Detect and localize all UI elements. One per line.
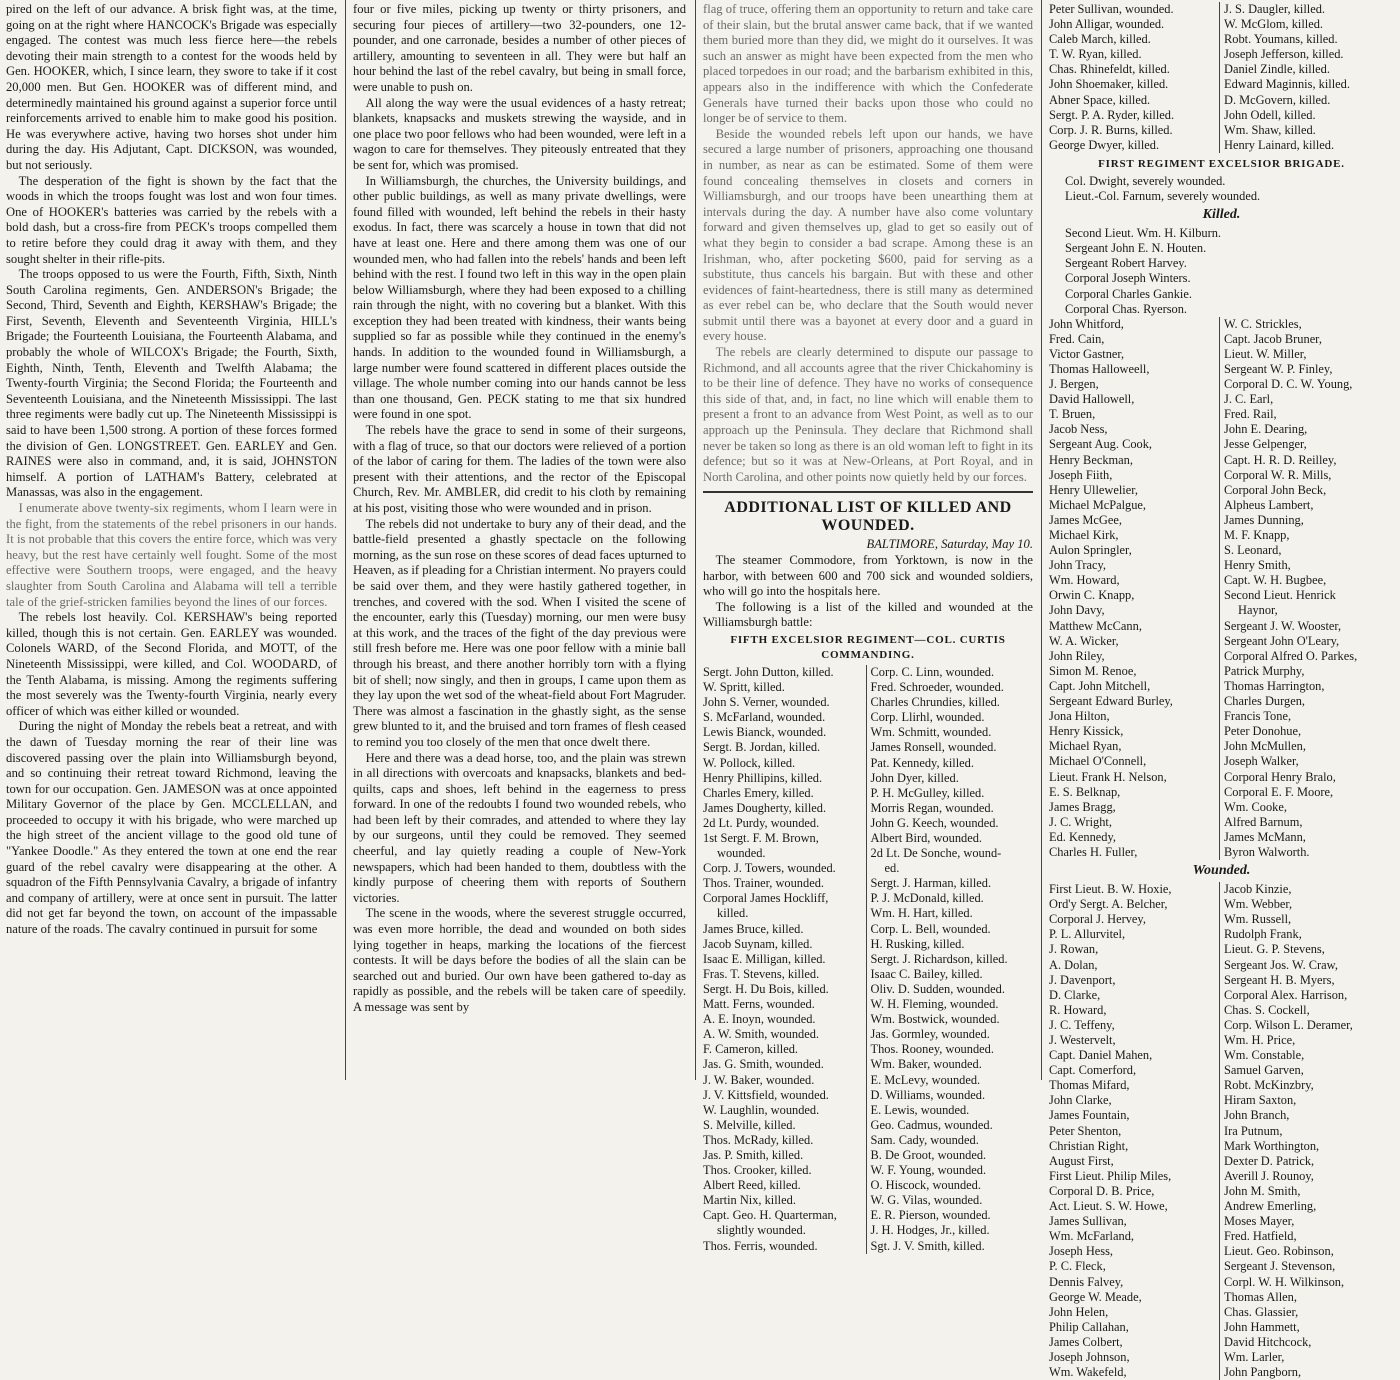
casualty-entry: George W. Meade, — [1049, 1289, 1142, 1304]
casualty-entry: Corp. C. Linn, wounded. — [870, 664, 995, 679]
casualty-entry: Joseph Walker, — [1224, 754, 1299, 769]
casualty-entry: J. C. Wright, — [1049, 814, 1112, 829]
casualty-entry: A. E. Inoyn, wounded. — [703, 1012, 816, 1027]
casualty-entry: 2d Lt. Purdy, wounded. — [703, 815, 820, 830]
casualty-entry: Fred. Hatfield, — [1224, 1229, 1297, 1244]
casualty-entry: Michael Ryan, — [1049, 739, 1122, 754]
casualty-entry: Act. Lieut. S. W. Howe, — [1049, 1199, 1168, 1214]
casualty-entry: Lieut. W. Miller, — [1224, 346, 1307, 361]
casualty-entry: Abner Space, killed. — [1049, 92, 1151, 107]
casualty-entry: Joseph Johnson, — [1049, 1349, 1130, 1364]
casualty-entry: James Ronsell, wounded. — [870, 740, 997, 755]
article-paragraph: The rebels have the grace to send in some of their surgeons, with a flag of truce, so that our doctors were relieved of a portion of the labor of caring for them. The ladies of the town were also present with their attentions, and the rector of the Episcopal Church, Rev. Mr. AMBLER, did credit to his cloth by remaining at his post, visiting those who were wounded and in prison. — [353, 423, 686, 515]
casualty-entry: Second Lieut. Wm. H. Kilburn. — [1065, 226, 1222, 241]
casualty-entry: Capt. John Mitchell, — [1049, 678, 1151, 693]
article-paragraph: I enumerate above twenty-six regiments, whom I learn were in the fight, from the statements of the rebel prisoners in our hands. It is not probable that this covers the entire force, which was very heavy, but the rest have certainly well fought. Some of the most effective were Southern troops, were engaged, and the heavy slaughter from South Carolina and Alabama will tell a terrible tale of the grief-stricken families beyond the lines of our forces. — [6, 501, 337, 609]
casualty-entry: J. C. Teffeny, — [1049, 1017, 1115, 1032]
casualty-entry: E. McLevy, wounded. — [870, 1072, 981, 1087]
casualty-entry: Michael McPalgue, — [1049, 497, 1147, 512]
casualty-entry: John Clarke, — [1049, 1093, 1112, 1108]
casualty-entry: Capt. Jacob Bruner, — [1224, 331, 1322, 346]
casualty-entry: Corp. Llirhl, wounded. — [870, 710, 985, 725]
casualty-entry: David Hitchcock, — [1224, 1334, 1312, 1349]
dateline: BALTIMORE, Saturday, May 10. — [866, 537, 1033, 552]
casualty-entry: Corporal J. Hervey, — [1049, 912, 1146, 927]
casualty-entry: Albert Reed, killed. — [703, 1178, 801, 1193]
casualty-entry: S. Leonard, — [1224, 543, 1282, 558]
casualty-list-left — [703, 665, 866, 1254]
casualty-entry: P. J. McDonald, killed. — [870, 891, 984, 906]
casualty-entry: Corp. J. Towers, wounded. — [703, 861, 836, 876]
casualty-entry: Ed. Kennedy, — [1049, 829, 1116, 844]
casualty-entry: Thomas Harrington, — [1224, 678, 1325, 693]
casualty-entry: Sergt. John Dutton, killed. — [703, 664, 834, 679]
casualty-entry: Wm. Larler, — [1224, 1349, 1285, 1364]
list-heading: ADDITIONAL LIST OF KILLED AND WOUNDED. — [724, 499, 1012, 535]
casualty-entry: wounded. — [717, 846, 766, 861]
casualty-entry: Chas. Glassier, — [1224, 1304, 1299, 1319]
casualty-entry: James Colbert, — [1049, 1334, 1123, 1349]
casualty-entry: D. Williams, wounded. — [870, 1087, 986, 1102]
casualty-entry: A. W. Smith, wounded. — [703, 1027, 819, 1042]
casualty-entry: Pat. Kennedy, killed. — [870, 755, 974, 770]
casualty-entry: Philip Callahan, — [1049, 1319, 1129, 1334]
casualty-entry: A. Dolan, — [1049, 957, 1098, 972]
column-rule — [695, 0, 696, 1080]
casualty-entry: P. L. Allurvitel, — [1049, 927, 1126, 942]
article-paragraph: Here and there was a dead horse, too, and the plain was strewn in all directions with overcoats and knapsacks, blankets and bed-quilts, caps and shoes, left behind in the eagerness to press forward. In one of the redoubts I found two wounded rebels, who had been left by their comrades, and attended to where they lay by our surgeons, until they could be removed. They seemed cheerful, and lay quietly reading a couple of New-York newspapers, which had been handed to them, doubtless with the kindly purpose of cheering them with reports of Southern victories. — [353, 750, 686, 905]
casualty-entry: Ord'y Sergt. A. Belcher, — [1049, 897, 1168, 912]
casualty-entry: Sergeant John O'Leary, — [1224, 633, 1340, 648]
casualty-entry: Jas. G. Smith, wounded. — [703, 1057, 824, 1072]
article-paragraph: The troops opposed to us were the Fourth, Fifth, Sixth, Ninth South Carolina regiments, Gen. ANDERSON's Brigade; the Second, Third, Seventh and Eighth, KERSHAW's Brigade; the First, Seventh, Eleventh and Seventeenth Virginia, HILL's Brigade; the Fourteenth Louisiana, the Fourteenth Alabama, and probably the whole of WILCOX's Brigade; the Fourth, Sixth, Eighth, Ninth, Tenth, Eleventh and Twelfth Alabama; the Twenty-fourth Virginia; the Second Florida; the Fourteenth and Seventeenth Louisiana, and the Nineteenth Mississippi. The last three regiments were badly cut up. The Nineteenth Mississippi is said to have been 1,500 strong. A portion of these forces formed the division of Gen. LONGSTREET. Gen. EARLEY and Gen. RAINES were also in command, and, it is said, JOHNSTON himself. A portion of LATHAM's Battery, celebrated at Manassas, was also in the engagement. — [6, 267, 337, 500]
casualty-entry: Daniel Zindle, killed. — [1224, 62, 1330, 77]
casualty-entry: Corporal Henry Bralo, — [1224, 769, 1336, 784]
casualty-entry: Capt. Daniel Mahen, — [1049, 1048, 1153, 1063]
casualty-entry: Sam. Cady, wounded. — [870, 1132, 979, 1147]
casualty-entry: Joseph Hess, — [1049, 1244, 1114, 1259]
casualty-entry: J. S. Daugler, killed. — [1224, 2, 1326, 16]
killed-officers — [1049, 226, 1394, 317]
casualty-entry: John Shoemaker, killed. — [1049, 77, 1169, 92]
casualty-entry: J. Rowan, — [1049, 942, 1099, 957]
casualty-entry: Wm. Russell, — [1224, 912, 1292, 927]
casualty-entry: George Dwyer, killed. — [1049, 137, 1160, 152]
casualty-entry: Dexter D. Patrick, — [1224, 1153, 1315, 1168]
casualty-entry: 1st Sergt. F. M. Brown, — [703, 831, 819, 845]
casualty-list-left — [1049, 2, 1219, 153]
casualty-entry: Sergeant John E. N. Houten. — [1065, 241, 1207, 256]
casualty-entry: Joseph Jefferson, killed. — [1224, 47, 1344, 62]
casualty-entry: Thomas Allen, — [1224, 1289, 1297, 1304]
casualty-entry: Corporal Alex. Harrison, — [1224, 987, 1348, 1002]
casualty-entry: Lieut. Geo. Robinson, — [1224, 1244, 1334, 1259]
casualty-entry: Sergeant H. B. Myers, — [1224, 972, 1335, 987]
casualty-entry: Wm. H. Hart, killed. — [870, 906, 973, 921]
casualty-entry: Byron Walworth. — [1224, 844, 1310, 859]
casualty-entry: Sgt. J. V. Smith, killed. — [870, 1238, 985, 1253]
casualty-entry: W. A. Wicker, — [1049, 633, 1119, 648]
casualty-entry: Sergt. P. A. Ryder, killed. — [1049, 107, 1175, 122]
casualty-entry: John Davy, — [1049, 603, 1105, 618]
casualty-entry: Thos. Crooker, killed. — [703, 1163, 812, 1178]
casualty-entry: Sergt. B. Jordan, killed. — [703, 740, 821, 755]
casualty-entry: John McMullen, — [1224, 739, 1306, 754]
casualty-entry: Corporal Charles Gankie. — [1065, 286, 1192, 301]
casualty-entry: W. Pollock, killed. — [703, 755, 796, 770]
casualty-entry: Chas. S. Cockell, — [1224, 1002, 1310, 1017]
casualty-entry: Oliv. D. Sudden, wounded. — [870, 981, 1005, 996]
casualty-entry: John Riley, — [1049, 648, 1105, 663]
casualty-entry: P. C. Fleck, — [1049, 1259, 1106, 1274]
casualty-list-right — [1219, 2, 1394, 153]
casualty-entry: Lieut. G. P. Stevens, — [1224, 942, 1325, 957]
casualty-entry: Fred. Rail, — [1224, 407, 1277, 422]
casualty-entry: Hiram Saxton, — [1224, 1093, 1297, 1108]
casualty-entry: Sergeant Jos. W. Craw, — [1224, 957, 1338, 972]
casualty-entry: John E. Dearing, — [1224, 422, 1308, 437]
casualty-entry: Robt. McKinzbry, — [1224, 1078, 1314, 1093]
casualty-entry: Andrew Emerling, — [1224, 1199, 1317, 1214]
casualty-entry: Martin Nix, killed. — [703, 1193, 796, 1208]
officer-entry: Lieut.-Col. Farnum, severely wounded. — [1065, 189, 1261, 204]
casualty-entry: W. F. Young, wounded. — [870, 1163, 987, 1178]
casualty-entry: Wm. McFarland, — [1049, 1229, 1134, 1244]
casualty-entry: James Fountain, — [1049, 1108, 1130, 1123]
casualty-entry: Christian Right, — [1049, 1138, 1129, 1153]
casualty-entry: Charles H. Fuller, — [1049, 844, 1138, 859]
casualty-entry: Sergeant Edward Burley, — [1049, 694, 1173, 709]
casualty-entry: W. C. Strickles, — [1224, 316, 1302, 331]
casualty-entry: Fras. T. Stevens, killed. — [703, 966, 820, 981]
casualty-entry: B. De Groot, wounded. — [870, 1147, 987, 1162]
casualty-entry: Sergeant J. W. Wooster, — [1224, 618, 1342, 633]
casualty-entry: Wm. Schmitt, wounded. — [870, 725, 992, 740]
casualty-entry: Joseph Fiith, — [1049, 467, 1113, 482]
casualty-entry: Sergt. J. Harman, killed. — [870, 876, 992, 891]
casualty-entry: Jacob Kinzie, — [1224, 882, 1292, 897]
casualty-entry: Alpheus Lambert, — [1224, 497, 1314, 512]
casualty-entry: Fred. Cain, — [1049, 331, 1105, 346]
article-paragraph: Beside the wounded rebels left upon our hands, we have secured a large number of prisoners, approaching one thousand in number, as near as can be estimated. Some of them were found concealing themselves in closets and corners in Williamsburgh, and our troops have been unearthing them at intervals during the day. A number have also come voluntary forward and given themselves up, glad to get so easily out of what they begin to consider a bad scrape. Among these is an Irishman, who, after pocketing $600, paid for serving as a substitute, thus cancels his bargain. But with these and other evidences of faint-heartedness, there is still many as determined as ever rebel can be, who declare that the South would never submit until there was a bayonet at every door and a guard in every house. — [703, 126, 1033, 344]
casualty-entry: Averill J. Rounoy, — [1224, 1168, 1314, 1183]
article-paragraph: four or five miles, picking up twenty or thirty prisoners, and securing four pieces of artillery—two 32-pounders, one 12-pounder, and one carronade, besides a number of other pieces of artillery, amounting to seventeen in all. They were but half an hour behind the last of the rebel cavalry, but being in small force, were unable to push on. — [353, 2, 686, 94]
casualty-entry: M. F. Knapp, — [1224, 528, 1290, 542]
casualty-entry: O. Hiscock, wounded. — [870, 1178, 981, 1193]
casualty-entry: Sergeant Aug. Cook, — [1049, 437, 1153, 452]
section-divider — [703, 491, 1033, 493]
casualty-entry: John G. Keech, wounded. — [870, 815, 999, 830]
casualty-entry: W. McGlom, killed. — [1224, 17, 1324, 32]
casualty-entry: Thomas Halloweell, — [1049, 361, 1150, 376]
casualty-list — [703, 665, 1033, 1254]
list-intro: The steamer Commodore, from Yorktown, is now in the harbor, with between 600 and 700 sick and wounded soldiers, who will go into the hospitals here. — [703, 553, 1033, 599]
casualty-entry: Chas. Rhinefeldt, killed. — [1049, 62, 1170, 77]
article-paragraph: During the night of Monday the rebels beat a retreat, and with the dawn of Tuesday morning the rear of their line was discovered passing over the plain into Williamsburgh beyond, and so continuing their retreat toward Richmond, leaving the town for our occupation. Gen. JAMESON was at once appointed Military Governor of the place by Gen. MCCLELLAN, and proceeded to occupy it with his brigade, who were marched up the high street of the ancient village to the good old tune of "Yankee Doodle." As they entered the town at one end the rear guard of the rebel cavalry were disappearing at the other. A squadron of the Fifth Pennsylvania Cavalry, a brigade of infantry and company of artillery, were at once sent in pursuit. The latter did not get far beyond the town, on account of the impassable nature of the roads. The cavalry continued in pursuit for some — [6, 719, 337, 937]
casualty-entry: James McGee, — [1049, 512, 1122, 527]
article-paragraph: The scene in the woods, where the severest struggle occurred, was even more horrible, the dead and wounded on both sides lying together in heaps, marking the locations of the fiercest contests. It will be days before the bodies of all the slain can be searched out and buried. Our own have been gathered to-day as rapidly as possible, and the rebels will be taken care of speedily. A message was sent by — [353, 906, 686, 1014]
casualty-entry: Peter Donohue, — [1224, 724, 1302, 739]
casualty-entry: S. McFarland, wounded. — [703, 710, 826, 725]
article-paragraph: The rebels did not undertake to bury any of their dead, and the battle-field presented a ghastly spectacle on the following morning, as the sun rose on these scores of dead faces upturned to Heaven, as if pleading for a Christian interment. No prayers could be said over them, and they were hastily gathered together, in trenches, and covered with the sod. When I visited the scene of the encounter, early this (Tuesday) morning, our men were busy at this work, and the traces of the fight of the day previous were still fresh before me. Here was one poor fellow with a minie ball through his breast, and there another horribly torn with a flying bit of shell; now singly, and then in groups, I came upon them as they lay upon the wet sod of the wheat-field about Fort Magruder. There was almost a fascination in the ghastly sight, as the sense grew blunted to it, and the bruised and torn frames of flesh ceased to remind you too closely of the men that once dwelt there. — [353, 516, 686, 749]
casualty-entry: Jacob Ness, — [1049, 422, 1108, 437]
officer-entry: Col. Dwight, severely wounded. — [1065, 173, 1226, 188]
casualty-entry: Corpl. W. H. Wilkinson, — [1224, 1274, 1345, 1289]
casualty-entry: Sergeant Robert Harvey. — [1065, 256, 1187, 271]
casualty-entry: E. R. Pierson, wounded. — [870, 1208, 991, 1223]
casualty-entry: Wm. Constable, — [1224, 1048, 1305, 1063]
casualty-entry: John Alligar, wounded. — [1049, 17, 1165, 32]
casualty-entry: Wm. Wakefeld, — [1049, 1365, 1127, 1380]
casualty-entry: Thos. Rooney, wounded. — [870, 1042, 994, 1057]
casualty-entry: Charles Emery, killed. — [703, 785, 814, 800]
casualty-entry: Wm. Webber, — [1224, 897, 1293, 912]
casualty-entry: James Bragg, — [1049, 799, 1116, 814]
casualty-entry: D. Clarke, — [1049, 987, 1101, 1002]
casualty-entry: Thos. McRady, killed. — [703, 1132, 814, 1147]
casualty-entry: Michael Kirk, — [1049, 528, 1119, 542]
casualty-entry: Matthew McCann, — [1049, 618, 1142, 633]
casualty-entry: Henry Beckman, — [1049, 452, 1133, 467]
casualty-entry: Wm. Howard, — [1049, 573, 1120, 588]
casualty-entry: Haynor, — [1238, 603, 1278, 618]
casualty-entry: John Tracy, — [1049, 558, 1107, 573]
casualty-entry: S. Melville, killed. — [703, 1117, 796, 1132]
casualty-list-right — [1219, 882, 1394, 1380]
killed-label: Killed. — [1202, 207, 1241, 223]
casualty-entry: Charles Chrundies, killed. — [870, 695, 1000, 710]
casualty-entry: W. H. Fleming, wounded. — [870, 997, 999, 1012]
casualty-entry: Henry Ullewelier, — [1049, 482, 1138, 497]
article-paragraph: In Williamsburgh, the churches, the University buildings, and other public buildings, as well as many private dwellings, were found filled with wounded, left behind the rebels in their hasty exodus. In fact, there was scarcely a house in town that did not have at least one. Here and there among them was one of our wounded men, who had fallen into the rebels' hands and been left behind with the rest. I found two left in this way in the open plain below Williamsburgh, where they had been exposed to a chilling rain through the night, with no covering but a blanket. With this exception they had been treated with kindness, their wants being supplied so far as possible while they continued in the enemy's hands. In addition to the wounded found in Williamsburgh, a large number were found scattered in different places outside the village. The whole number coming into our hands cannot be less than one thousand, Gen. PECK stating to me that six hundred were found in one spot. — [353, 173, 686, 422]
casualty-entry: Corporal James Hockliff, — [703, 891, 829, 906]
casualty-list-left — [1049, 317, 1219, 860]
casualty-entry: Isaac E. Milligan, killed. — [703, 951, 826, 966]
casualty-entry: J. H. Hodges, Jr., killed. — [870, 1223, 990, 1238]
casualty-entry: James Dougherty, killed. — [703, 800, 827, 815]
casualty-entry: slightly wounded. — [717, 1223, 806, 1238]
casualty-entry: Fred. Schroeder, wounded. — [870, 680, 1004, 695]
casualty-entry: Charles Durgen, — [1224, 694, 1305, 709]
casualty-list-left — [1049, 882, 1219, 1380]
casualty-entry: Jesse Gelpenger, — [1224, 437, 1307, 452]
casualty-entry: John Pangborn, — [1224, 1365, 1302, 1380]
casualty-entry: Thos. Trainer, wounded. — [703, 876, 824, 891]
casualty-entry: T. Bruen, — [1049, 407, 1096, 422]
casualty-entry: John Branch, — [1224, 1108, 1290, 1123]
casualty-entry: Victor Gastner, — [1049, 346, 1125, 361]
casualty-entry: J. C. Earl, — [1224, 392, 1274, 407]
casualty-entry: Lewis Bianck, wounded. — [703, 725, 827, 740]
casualty-entry: T. W. Ryan, killed. — [1049, 47, 1142, 62]
list-intro: The following is a list of the killed and wounded at the Williamsburgh battle: — [703, 599, 1033, 630]
casualty-entry: David Hallowell, — [1049, 392, 1135, 407]
casualty-entry: J. Davenport, — [1049, 972, 1116, 987]
casualty-entry: Dennis Falvey, — [1049, 1274, 1124, 1289]
column-1 — [0, 0, 343, 1080]
casualty-entry: Henry Smith, — [1224, 558, 1291, 573]
wounded-label: Wounded. — [1192, 863, 1251, 879]
casualty-entry: Geo. Cadmus, wounded. — [870, 1117, 993, 1132]
casualty-entry: Thomas Mifard, — [1049, 1078, 1130, 1093]
article-paragraph: The rebels are clearly determined to dispute our passage to Richmond, and all accounts agree that the river Chickahominy is to be their line of defence. They have no works of consequence this side of that, and, in fact, no line which will enable them to present a front to an advance from West Point, as well as to our approach up the Peninsula. They declare that Richmond shall never be taken so long as there is an old woman left to fight in its defence; but so it was at New-Orleans, at Port Royal, and in North Carolina, and other points now quietly held by our forces. — [703, 345, 1033, 484]
casualty-entry: James Sullivan, — [1049, 1214, 1127, 1229]
casualty-entry: Isaac C. Bailey, killed. — [870, 966, 983, 981]
casualty-entry: W. G. Vilas, wounded. — [870, 1193, 983, 1208]
casualty-entry: Henry Lainard, killed. — [1224, 137, 1335, 152]
casualty-entry: Morris Regan, wounded. — [870, 800, 994, 815]
casualty-entry: Lieut. Frank H. Nelson, — [1049, 769, 1167, 784]
column-4 — [1043, 0, 1400, 1380]
casualty-entry: Corp. J. R. Burns, killed. — [1049, 122, 1173, 137]
casualty-entry: Moses Mayer, — [1224, 1214, 1295, 1229]
casualty-entry: F. Cameron, killed. — [703, 1042, 799, 1057]
casualty-entry: John Hammett, — [1224, 1319, 1300, 1334]
casualty-entry: Jacob Suynam, killed. — [703, 936, 813, 951]
casualty-entry: John Helen, — [1049, 1304, 1109, 1319]
casualty-entry: Capt. W. H. Bugbee, — [1224, 573, 1327, 588]
casualty-entry: John Dyer, killed. — [870, 770, 959, 785]
casualty-entry: E. S. Belknap, — [1049, 784, 1121, 799]
casualty-entry: Patrick Murphy, — [1224, 663, 1305, 678]
casualty-entry: James Dunning, — [1224, 512, 1304, 527]
casualty-entry: Sergeant W. P. Finley, — [1224, 361, 1333, 376]
casualty-entry: Michael O'Connell, — [1049, 754, 1147, 769]
casualty-entry: James McMann, — [1224, 829, 1306, 844]
casualty-entry: Jas. Gormley, wounded. — [870, 1027, 990, 1042]
casualty-entry: Wm. H. Price, — [1224, 1033, 1296, 1047]
casualty-entry: Corporal D. C. W. Young, — [1224, 377, 1353, 392]
article-paragraph: All along the way were the usual evidences of a hasty retreat; blankets, knapsacks and muskets strewing the wayside, and in one place two poor fellows who had been wounded, were left in a wagon to care for themselves. They piteously entreated that they be sent for, which was promised. — [353, 95, 686, 172]
casualty-entry: 2d Lt. De Sonche, wound- — [870, 846, 1002, 861]
casualty-entry: Peter Sullivan, wounded. — [1049, 2, 1174, 16]
casualty-entry: Corporal Joseph Winters. — [1065, 271, 1191, 286]
casualty-entry: Corporal Chas. Ryerson. — [1065, 301, 1188, 316]
casualty-entry: Corp. L. Bell, wounded. — [870, 921, 991, 936]
casualty-entry: Edward Maginnis, killed. — [1224, 77, 1350, 92]
casualty-entry: J. W. Baker, wounded. — [703, 1072, 815, 1087]
casualty-entry: Corporal D. B. Price, — [1049, 1183, 1155, 1198]
casualty-entry: Thos. Ferris, wounded. — [703, 1238, 818, 1253]
casualty-entry: Wm. Baker, wounded. — [870, 1057, 982, 1072]
casualty-entry: Henry Kissick, — [1049, 724, 1124, 739]
casualty-entry: John M. Smith, — [1224, 1183, 1301, 1198]
regiment-heading: FIFTH EXCELSIOR REGIMENT—COL. CURTIS COMMANDING. — [730, 633, 1006, 661]
article-paragraph: flag of truce, offering them an opportunity to return and take care of their slain, but the brutal answer came back, that if we wanted them buried more than they did, we might do it ourselves. It was such an answer as might have been expected from the men who placed torpedoes in our road; and the barbarism exhibited in this, appears also in the indifference with which the Confederate Generals have turned their backs upon those who could no longer be of service to them. — [703, 2, 1033, 126]
casualty-entry: J. Westervelt, — [1049, 1033, 1116, 1047]
casualty-entry: John S. Verner, wounded. — [703, 695, 830, 710]
casualty-entry: Sergt. J. Richardson, killed. — [870, 951, 1008, 966]
casualty-entry: Albert Bird, wounded. — [870, 831, 982, 845]
casualty-entry: Matt. Ferns, wounded. — [703, 997, 815, 1012]
column-3 — [697, 0, 1039, 1253]
casualty-entry: Capt. Comerford, — [1049, 1063, 1137, 1078]
casualty-entry: W. Laughlin, wounded. — [703, 1102, 820, 1117]
casualty-entry: Wm. Bostwick, wounded. — [870, 1012, 1000, 1027]
casualty-entry: Corporal W. R. Mills, — [1224, 467, 1332, 482]
casualty-entry: Robt. Youmans, killed. — [1224, 32, 1338, 47]
casualty-entry: Jas. P. Smith, killed. — [703, 1147, 804, 1162]
casualty-entry: Wm. Cooke, — [1224, 799, 1287, 814]
casualty-entry: Corporal E. F. Moore, — [1224, 784, 1334, 799]
casualty-entry: Rudolph Frank, — [1224, 927, 1302, 942]
casualty-entry: Peter Shenton, — [1049, 1123, 1122, 1138]
casualty-entry: Sergt. H. Du Bois, killed. — [703, 981, 829, 996]
casualty-entry: First Lieut. Philip Miles, — [1049, 1168, 1172, 1183]
column-2 — [347, 0, 692, 1080]
casualty-entry: Wm. Shaw, killed. — [1224, 122, 1316, 137]
brigade-heading: FIRST REGIMENT EXCELSIOR BRIGADE. — [1098, 157, 1345, 170]
casualty-list — [1049, 2, 1394, 153]
casualty-entry: Jona Hilton, — [1049, 709, 1110, 724]
casualty-entry: August First, — [1049, 1153, 1114, 1168]
casualty-entry: P. H. McGulley, killed. — [870, 785, 985, 800]
casualty-entry: Mark Worthington, — [1224, 1138, 1320, 1153]
casualty-entry: Capt. H. R. D. Reilley, — [1224, 452, 1337, 467]
casualty-entry: James Bruce, killed. — [703, 921, 804, 936]
column-rule — [1041, 0, 1042, 1080]
casualty-entry: H. Rusking, killed. — [870, 936, 965, 951]
casualty-entry: J. V. Kittsfield, wounded. — [703, 1087, 829, 1102]
casualty-entry: Caleb March, killed. — [1049, 32, 1151, 47]
casualty-entry: Francis Tone, — [1224, 709, 1292, 724]
casualty-entry: Ira Putnum, — [1224, 1123, 1283, 1138]
casualty-entry: Sergeant J. Stevenson, — [1224, 1259, 1336, 1274]
casualty-entry: First Lieut. B. W. Hoxie, — [1049, 882, 1172, 897]
casualty-entry: Aulon Springler, — [1049, 543, 1132, 558]
casualty-entry: Samuel Garven, — [1224, 1063, 1304, 1078]
column-rule — [345, 0, 346, 1080]
article-paragraph: pired on the left of our advance. A brisk fight was, at the time, going on at the right where HANCOCK's Brigade was especially engaged. The contest was much less fierce here—the rebels devoting their main strength to a contest for the woods held by Gen. HOOKER, which, I since learn, they swore to take if it cost 20,000 men. But Gen. HOOKER was of different mind, and determinedly maintained his ground against a superior force until reinforcements arrived to enable him to make good his position. He was everywhere active, having two horses shot under him during the day. His Adjutant, Capt. DICKSON, was wounded, but not seriously. — [6, 2, 337, 172]
casualty-entry: J. Bergen, — [1049, 377, 1099, 392]
casualty-entry: ed. — [884, 861, 900, 876]
casualty-entry: Capt. Geo. H. Quarterman, — [703, 1208, 837, 1223]
casualty-entry: Corp. Wilson L. Deramer, — [1224, 1017, 1353, 1032]
casualty-entry: Alfred Barnum, — [1224, 814, 1303, 829]
casualty-entry: R. Howard, — [1049, 1002, 1107, 1017]
casualty-entry: Orwin C. Knapp, — [1049, 588, 1135, 603]
casualty-entry: Henry Phillipins, killed. — [703, 770, 823, 785]
casualty-entry: Corporal John Beck, — [1224, 482, 1327, 497]
casualty-list — [1049, 317, 1394, 860]
article-paragraph: The rebels lost heavily. Col. KERSHAW's being reported killed, though this is not certain. Gen. EARLEY was wounded. Colonels WARD, of the Second Florida, and MOTT, of the Nineteenth Mississippi, were killed, and Col. WOODARD, of the Tenth Alabama, is missing. Among the regiments suffering the most severely was the Twenty-fourth Virginia, nearly every officer of which was either killed or wounded. — [6, 610, 337, 718]
casualty-entry: Corporal Alfred O. Parkes, — [1224, 648, 1358, 663]
casualty-entry: E. Lewis, wounded. — [870, 1102, 970, 1117]
casualty-entry: W. Spritt, killed. — [703, 680, 785, 695]
casualty-list-right — [1219, 317, 1394, 860]
casualty-entry: Simon M. Renoe, — [1049, 663, 1137, 678]
casualty-list — [1049, 882, 1394, 1380]
casualty-entry: killed. — [717, 906, 749, 921]
casualty-entry: Second Lieut. Henrick — [1224, 588, 1336, 603]
casualty-list-right — [866, 665, 1034, 1254]
article-paragraph: The desperation of the fight is shown by the fact that the woods in which the troops fought was lost and won four times. One of HOOKER's batteries was carried by the rebels with a bold dash, but a cross-fire from PECK's troops compelled them to retire before they could drag it away with them, and they sought shelter in their rifle-pits. — [6, 173, 337, 266]
casualty-entry: John Whitford, — [1049, 316, 1124, 331]
casualty-entry: D. McGovern, killed. — [1224, 92, 1331, 107]
casualty-entry: John Odell, killed. — [1224, 107, 1316, 122]
